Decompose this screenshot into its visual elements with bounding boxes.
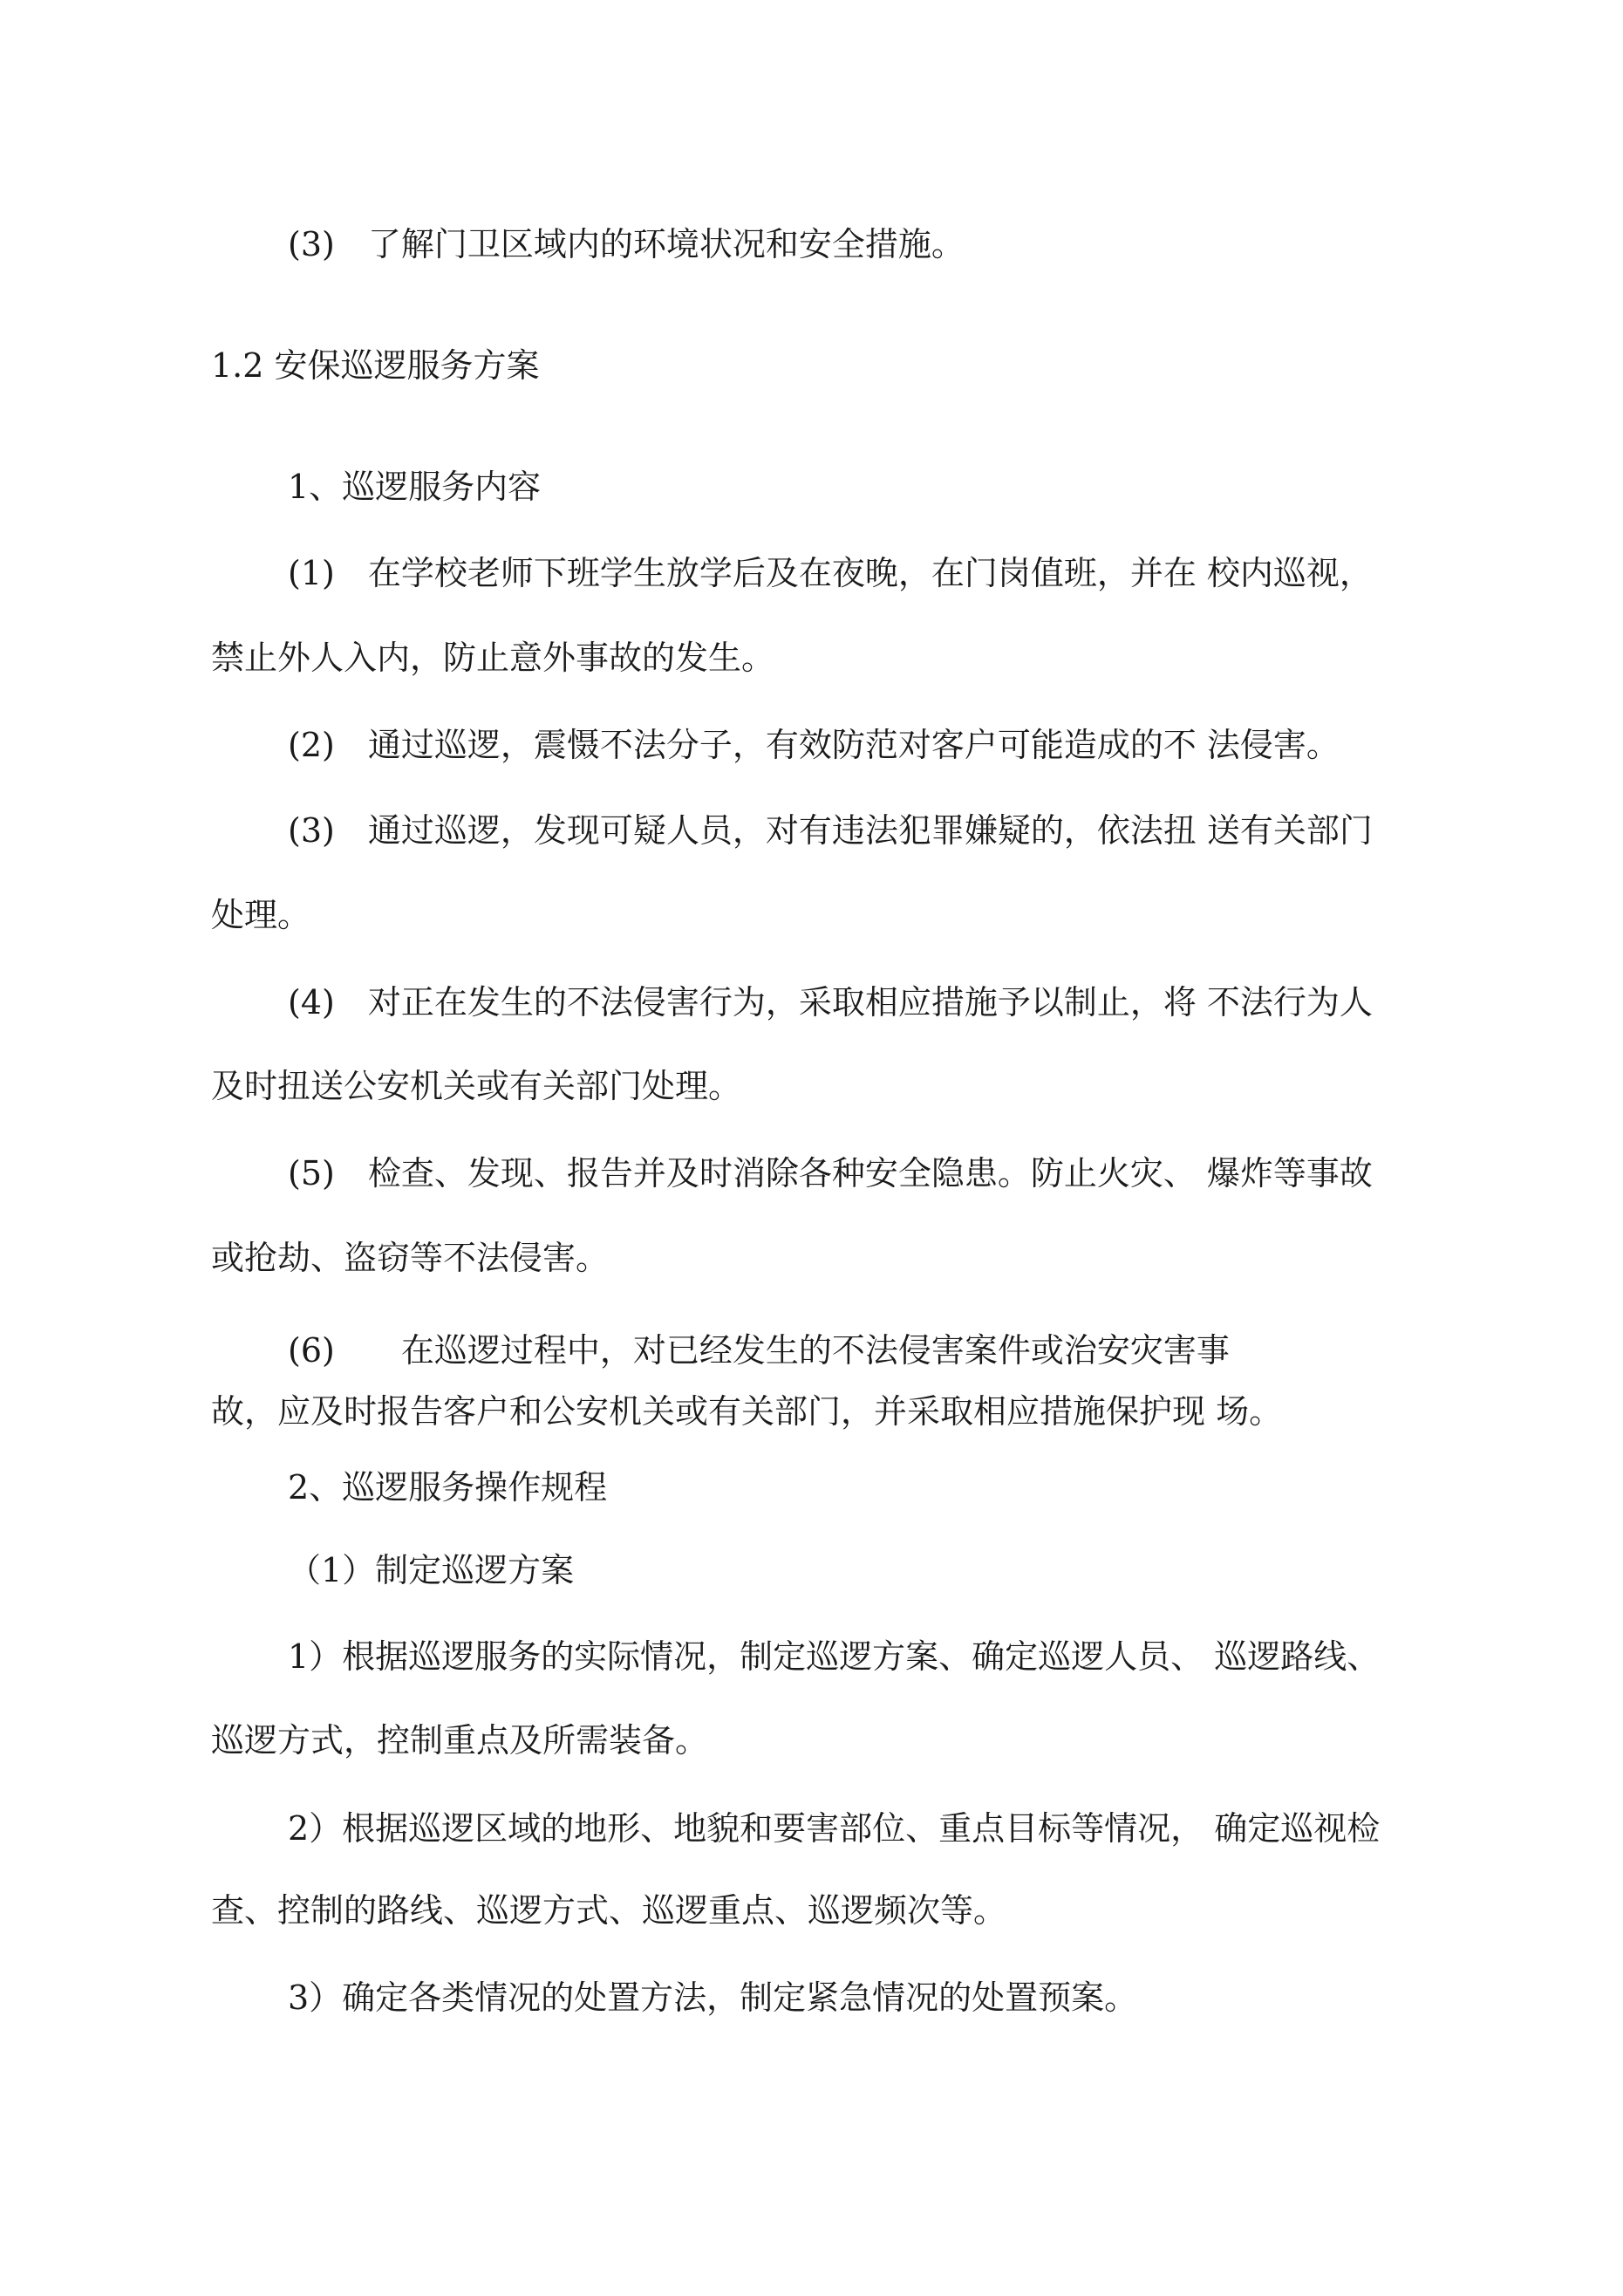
paragraph-line: (4) 对正在发生的不法侵害行为，采取相应措施予以制止，将 不法行为人 — [288, 983, 1373, 1022]
paragraph-line: 1）根据巡逻服务的实际情况，制定巡逻方案、确定巡逻人员、 巡逻路线、 — [288, 1637, 1381, 1676]
paragraph-line: (5) 检查、发现、报告并及时消除各种安全隐患。防止火灾、 爆炸等事故 — [288, 1154, 1373, 1192]
subsection-heading: 2、巡逻服务操作规程 — [288, 1468, 608, 1507]
paragraph-line: 3）确定各类情况的处置方法，制定紧急情况的处置预案。 — [288, 1978, 1138, 2017]
paragraph-line: 或抢劫、盗窃等不法侵害。 — [211, 1239, 610, 1277]
paragraph-line: 处理。 — [211, 896, 311, 934]
paragraph-line: 查、控制的路线、巡逻方式、巡逻重点、巡逻频次等。 — [211, 1891, 1007, 1930]
paragraph-line: 巡逻方式，控制重点及所需装备。 — [211, 1721, 709, 1760]
paragraph-line: (1) 在学校老师下班学生放学后及在夜晚，在门岗值班，并在 校内巡视， — [288, 554, 1373, 592]
paragraph-line: (3) 通过巡逻，发现可疑人员，对有违法犯罪嫌疑的，依法扭 送有关部门 — [288, 811, 1373, 850]
paragraph-line: (3) 了解门卫区域内的环境状况和安全措施。 — [288, 225, 965, 263]
section-heading: 1.2 安保巡逻服务方案 — [211, 346, 540, 385]
paragraph-line: 2）根据巡逻区域的地形、地貌和要害部位、重点目标等情况， 确定巡视检 — [288, 1809, 1381, 1848]
sub-item-heading: （1）制定巡逻方案 — [288, 1551, 575, 1589]
subsection-heading: 1、巡逻服务内容 — [288, 468, 542, 506]
paragraph-line: 及时扭送公安机关或有关部门处理。 — [211, 1067, 742, 1105]
paragraph-line: (2) 通过巡逻，震慑不法分子，有效防范对客户可能造成的不 法侵害。 — [288, 726, 1340, 764]
paragraph-line: 禁止外人入内，防止意外事故的发生。 — [211, 639, 775, 677]
paragraph-line: 故，应及时报告客户和公安机关或有关部门，并采取相应措施保护现 场。 — [211, 1392, 1283, 1431]
paragraph-line: (6) 在巡逻过程中，对已经发生的不法侵害案件或治安灾害事 — [288, 1331, 1230, 1370]
